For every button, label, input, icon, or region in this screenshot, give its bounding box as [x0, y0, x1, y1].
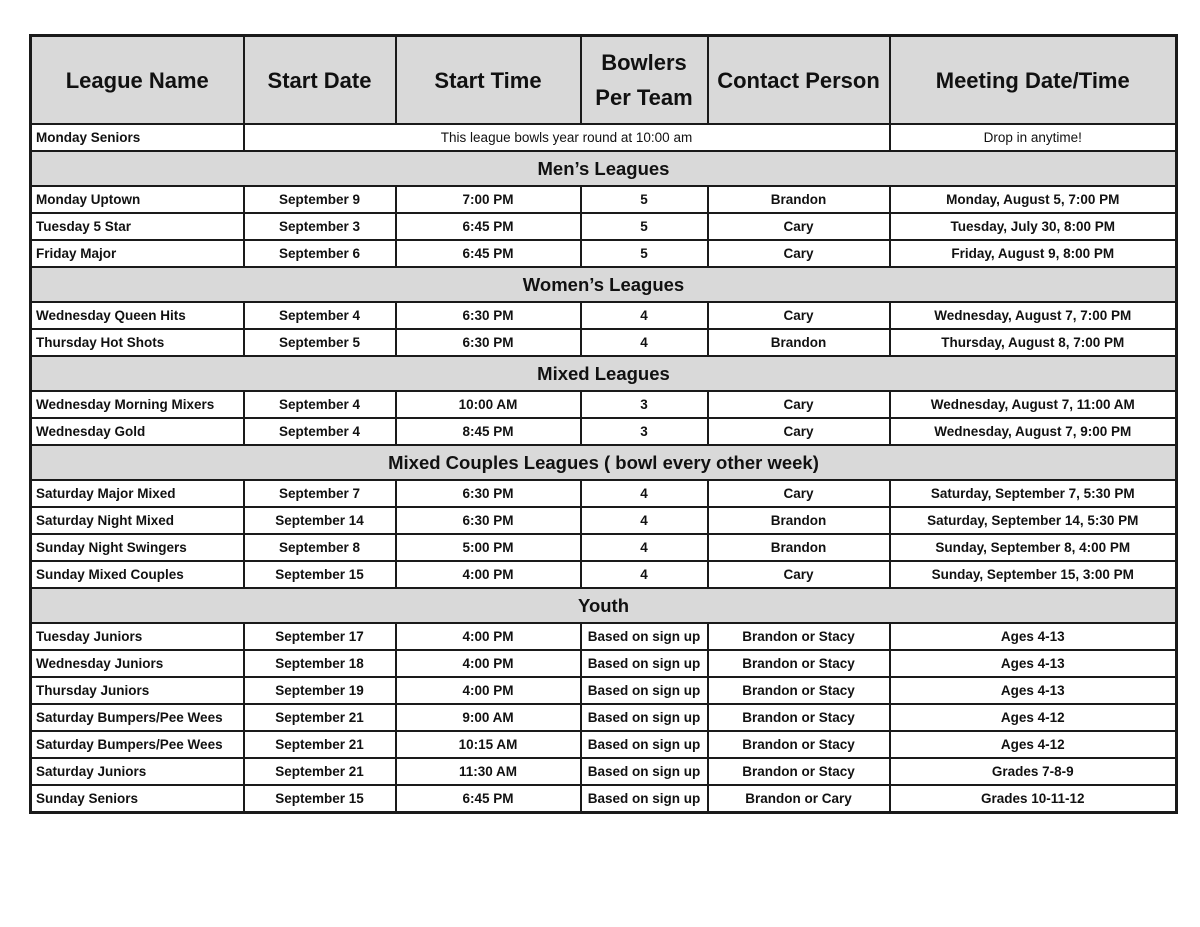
cell-start-date: September 15 — [244, 561, 396, 588]
cell-contact-person: Brandon or Stacy — [708, 650, 890, 677]
cell-bowlers-per-team: Based on sign up — [581, 623, 708, 650]
cell-meeting-date-time: Thursday, August 8, 7:00 PM — [890, 329, 1177, 356]
cell-contact-person: Brandon or Stacy — [708, 758, 890, 785]
cell-league-name: Thursday Hot Shots — [31, 329, 244, 356]
cell-start-time: 8:45 PM — [396, 418, 581, 445]
cell-start-time: 4:00 PM — [396, 623, 581, 650]
cell-start-date: September 9 — [244, 186, 396, 213]
cell-start-time: 4:00 PM — [396, 650, 581, 677]
cell-start-date: September 7 — [244, 480, 396, 507]
cell-meeting-date-time: Ages 4-12 — [890, 731, 1177, 758]
table-row — [31, 480, 1177, 507]
table-row — [31, 623, 1177, 650]
table-row — [31, 785, 1177, 813]
table-header — [31, 36, 1177, 125]
section-title: Men’s Leagues — [31, 151, 1177, 186]
cell-meeting-date-time: Ages 4-13 — [890, 623, 1177, 650]
cell-start-date: September 18 — [244, 650, 396, 677]
cell-league-name: Friday Major — [31, 240, 244, 267]
section-header-row — [31, 356, 1177, 391]
cell-league-name: Sunday Seniors — [31, 785, 244, 813]
cell-meeting-date-time: Grades 10-11-12 — [890, 785, 1177, 813]
bowlers-header-line2: Per Team — [595, 85, 693, 110]
cell-contact-person: Cary — [708, 240, 890, 267]
cell-bowlers-per-team: Based on sign up — [581, 704, 708, 731]
cell-bowlers-per-team: Based on sign up — [581, 785, 708, 813]
cell-league-name: Wednesday Morning Mixers — [31, 391, 244, 418]
cell-contact-person: Cary — [708, 480, 890, 507]
cell-meeting-date-time: Wednesday, August 7, 11:00 AM — [890, 391, 1177, 418]
section-header-row — [31, 445, 1177, 480]
cell-meeting-date-time: Wednesday, August 7, 9:00 PM — [890, 418, 1177, 445]
cell-start-date: September 5 — [244, 329, 396, 356]
cell-start-time: 6:45 PM — [396, 785, 581, 813]
cell-start-time: 4:00 PM — [396, 561, 581, 588]
cell-start-date: September 3 — [244, 213, 396, 240]
cell-league-name: Sunday Night Swingers — [31, 534, 244, 561]
section-title: Youth — [31, 588, 1177, 623]
section-title: Mixed Couples Leagues ( bowl every other week) — [31, 445, 1177, 480]
table-row — [31, 758, 1177, 785]
cell-league-name: Saturday Bumpers/Pee Wees — [31, 731, 244, 758]
table-row — [31, 329, 1177, 356]
cell-bowlers-per-team: 4 — [581, 507, 708, 534]
table-row — [31, 507, 1177, 534]
cell-league-name: Tuesday Juniors — [31, 623, 244, 650]
cell-league-name: Tuesday 5 Star — [31, 213, 244, 240]
cell-contact-person: Brandon — [708, 186, 890, 213]
table-row — [31, 534, 1177, 561]
cell-bowlers-per-team: 4 — [581, 480, 708, 507]
cell-start-date: September 19 — [244, 677, 396, 704]
cell-start-date: September 21 — [244, 704, 396, 731]
cell-start-time: 11:30 AM — [396, 758, 581, 785]
cell-league-name: Wednesday Juniors — [31, 650, 244, 677]
cell-bowlers-per-team: Based on sign up — [581, 677, 708, 704]
cell-start-date: September 4 — [244, 418, 396, 445]
table-body — [31, 124, 1177, 813]
cell-bowlers-per-team: 5 — [581, 213, 708, 240]
cell-start-date: September 6 — [244, 240, 396, 267]
cell-start-time: 5:00 PM — [396, 534, 581, 561]
table-row — [31, 650, 1177, 677]
cell-league-name: Sunday Mixed Couples — [31, 561, 244, 588]
cell-league-name: Thursday Juniors — [31, 677, 244, 704]
cell-start-time: 6:45 PM — [396, 240, 581, 267]
cell-start-time: 9:00 AM — [396, 704, 581, 731]
column-header-contact-person: Contact Person — [708, 36, 890, 125]
section-header-row — [31, 588, 1177, 623]
cell-meeting-date-time: Saturday, September 14, 5:30 PM — [890, 507, 1177, 534]
cell-meeting-date-time: Sunday, September 8, 4:00 PM — [890, 534, 1177, 561]
table-row — [31, 186, 1177, 213]
cell-start-time: 6:30 PM — [396, 302, 581, 329]
cell-start-date: September 17 — [244, 623, 396, 650]
cell-meeting-date-time: Grades 7-8-9 — [890, 758, 1177, 785]
cell-meeting-date-time: Ages 4-13 — [890, 677, 1177, 704]
cell-bowlers-per-team: 4 — [581, 302, 708, 329]
table-row — [31, 240, 1177, 267]
cell-start-time: 6:30 PM — [396, 507, 581, 534]
section-header-row — [31, 151, 1177, 186]
column-header-start-time: Start Time — [396, 36, 581, 125]
section-title: Women’s Leagues — [31, 267, 1177, 302]
cell-league-name: Saturday Juniors — [31, 758, 244, 785]
cell-meeting-date-time: Ages 4-13 — [890, 650, 1177, 677]
cell-start-date: September 4 — [244, 302, 396, 329]
cell-contact-person: Cary — [708, 302, 890, 329]
cell-start-time: 6:45 PM — [396, 213, 581, 240]
cell-contact-person: Brandon or Stacy — [708, 677, 890, 704]
cell-start-date: September 15 — [244, 785, 396, 813]
bowlers-header-line1: Bowlers — [601, 50, 687, 75]
cell-start-date: September 4 — [244, 391, 396, 418]
intro-league-name: Monday Seniors — [31, 124, 244, 151]
intro-meeting: Drop in anytime! — [890, 124, 1177, 151]
cell-bowlers-per-team: 4 — [581, 561, 708, 588]
header-row — [31, 36, 1177, 125]
cell-league-name: Saturday Bumpers/Pee Wees — [31, 704, 244, 731]
table-row — [31, 213, 1177, 240]
cell-meeting-date-time: Sunday, September 15, 3:00 PM — [890, 561, 1177, 588]
cell-contact-person: Brandon or Stacy — [708, 623, 890, 650]
cell-start-time: 4:00 PM — [396, 677, 581, 704]
cell-bowlers-per-team: 4 — [581, 534, 708, 561]
cell-start-time: 6:30 PM — [396, 480, 581, 507]
cell-league-name: Saturday Major Mixed — [31, 480, 244, 507]
cell-league-name: Saturday Night Mixed — [31, 507, 244, 534]
column-header-start-date: Start Date — [244, 36, 396, 125]
table-row — [31, 561, 1177, 588]
cell-bowlers-per-team: 5 — [581, 240, 708, 267]
cell-bowlers-per-team: 5 — [581, 186, 708, 213]
table-row — [31, 704, 1177, 731]
cell-start-date: September 21 — [244, 731, 396, 758]
league-schedule-table — [29, 34, 1178, 814]
table-row — [31, 677, 1177, 704]
cell-meeting-date-time: Saturday, September 7, 5:30 PM — [890, 480, 1177, 507]
table-row — [31, 418, 1177, 445]
intro-note: This league bowls year round at 10:00 am — [244, 124, 890, 151]
cell-meeting-date-time: Ages 4-12 — [890, 704, 1177, 731]
cell-bowlers-per-team: Based on sign up — [581, 758, 708, 785]
cell-league-name: Wednesday Gold — [31, 418, 244, 445]
cell-bowlers-per-team: Based on sign up — [581, 731, 708, 758]
cell-bowlers-per-team: 3 — [581, 418, 708, 445]
cell-start-time: 7:00 PM — [396, 186, 581, 213]
cell-meeting-date-time: Friday, August 9, 8:00 PM — [890, 240, 1177, 267]
cell-start-date: September 21 — [244, 758, 396, 785]
section-title: Mixed Leagues — [31, 356, 1177, 391]
intro-row — [31, 124, 1177, 151]
column-header-league-name: League Name — [31, 36, 244, 125]
table-row — [31, 731, 1177, 758]
cell-contact-person: Cary — [708, 391, 890, 418]
cell-contact-person: Cary — [708, 213, 890, 240]
cell-start-date: September 14 — [244, 507, 396, 534]
cell-meeting-date-time: Tuesday, July 30, 8:00 PM — [890, 213, 1177, 240]
cell-start-date: September 8 — [244, 534, 396, 561]
table-row — [31, 302, 1177, 329]
cell-contact-person: Brandon — [708, 534, 890, 561]
cell-contact-person: Cary — [708, 418, 890, 445]
column-header-bowlers-per-team — [581, 36, 708, 125]
cell-start-time: 10:15 AM — [396, 731, 581, 758]
cell-league-name: Monday Uptown — [31, 186, 244, 213]
cell-contact-person: Brandon — [708, 329, 890, 356]
cell-contact-person: Brandon — [708, 507, 890, 534]
cell-league-name: Wednesday Queen Hits — [31, 302, 244, 329]
cell-bowlers-per-team: 3 — [581, 391, 708, 418]
cell-bowlers-per-team: 4 — [581, 329, 708, 356]
cell-contact-person: Cary — [708, 561, 890, 588]
cell-contact-person: Brandon or Cary — [708, 785, 890, 813]
cell-contact-person: Brandon or Stacy — [708, 704, 890, 731]
cell-start-time: 10:00 AM — [396, 391, 581, 418]
table-row — [31, 391, 1177, 418]
cell-meeting-date-time: Monday, August 5, 7:00 PM — [890, 186, 1177, 213]
section-header-row — [31, 267, 1177, 302]
cell-contact-person: Brandon or Stacy — [708, 731, 890, 758]
cell-start-time: 6:30 PM — [396, 329, 581, 356]
column-header-meeting-date-time: Meeting Date/Time — [890, 36, 1177, 125]
cell-meeting-date-time: Wednesday, August 7, 7:00 PM — [890, 302, 1177, 329]
cell-bowlers-per-team: Based on sign up — [581, 650, 708, 677]
